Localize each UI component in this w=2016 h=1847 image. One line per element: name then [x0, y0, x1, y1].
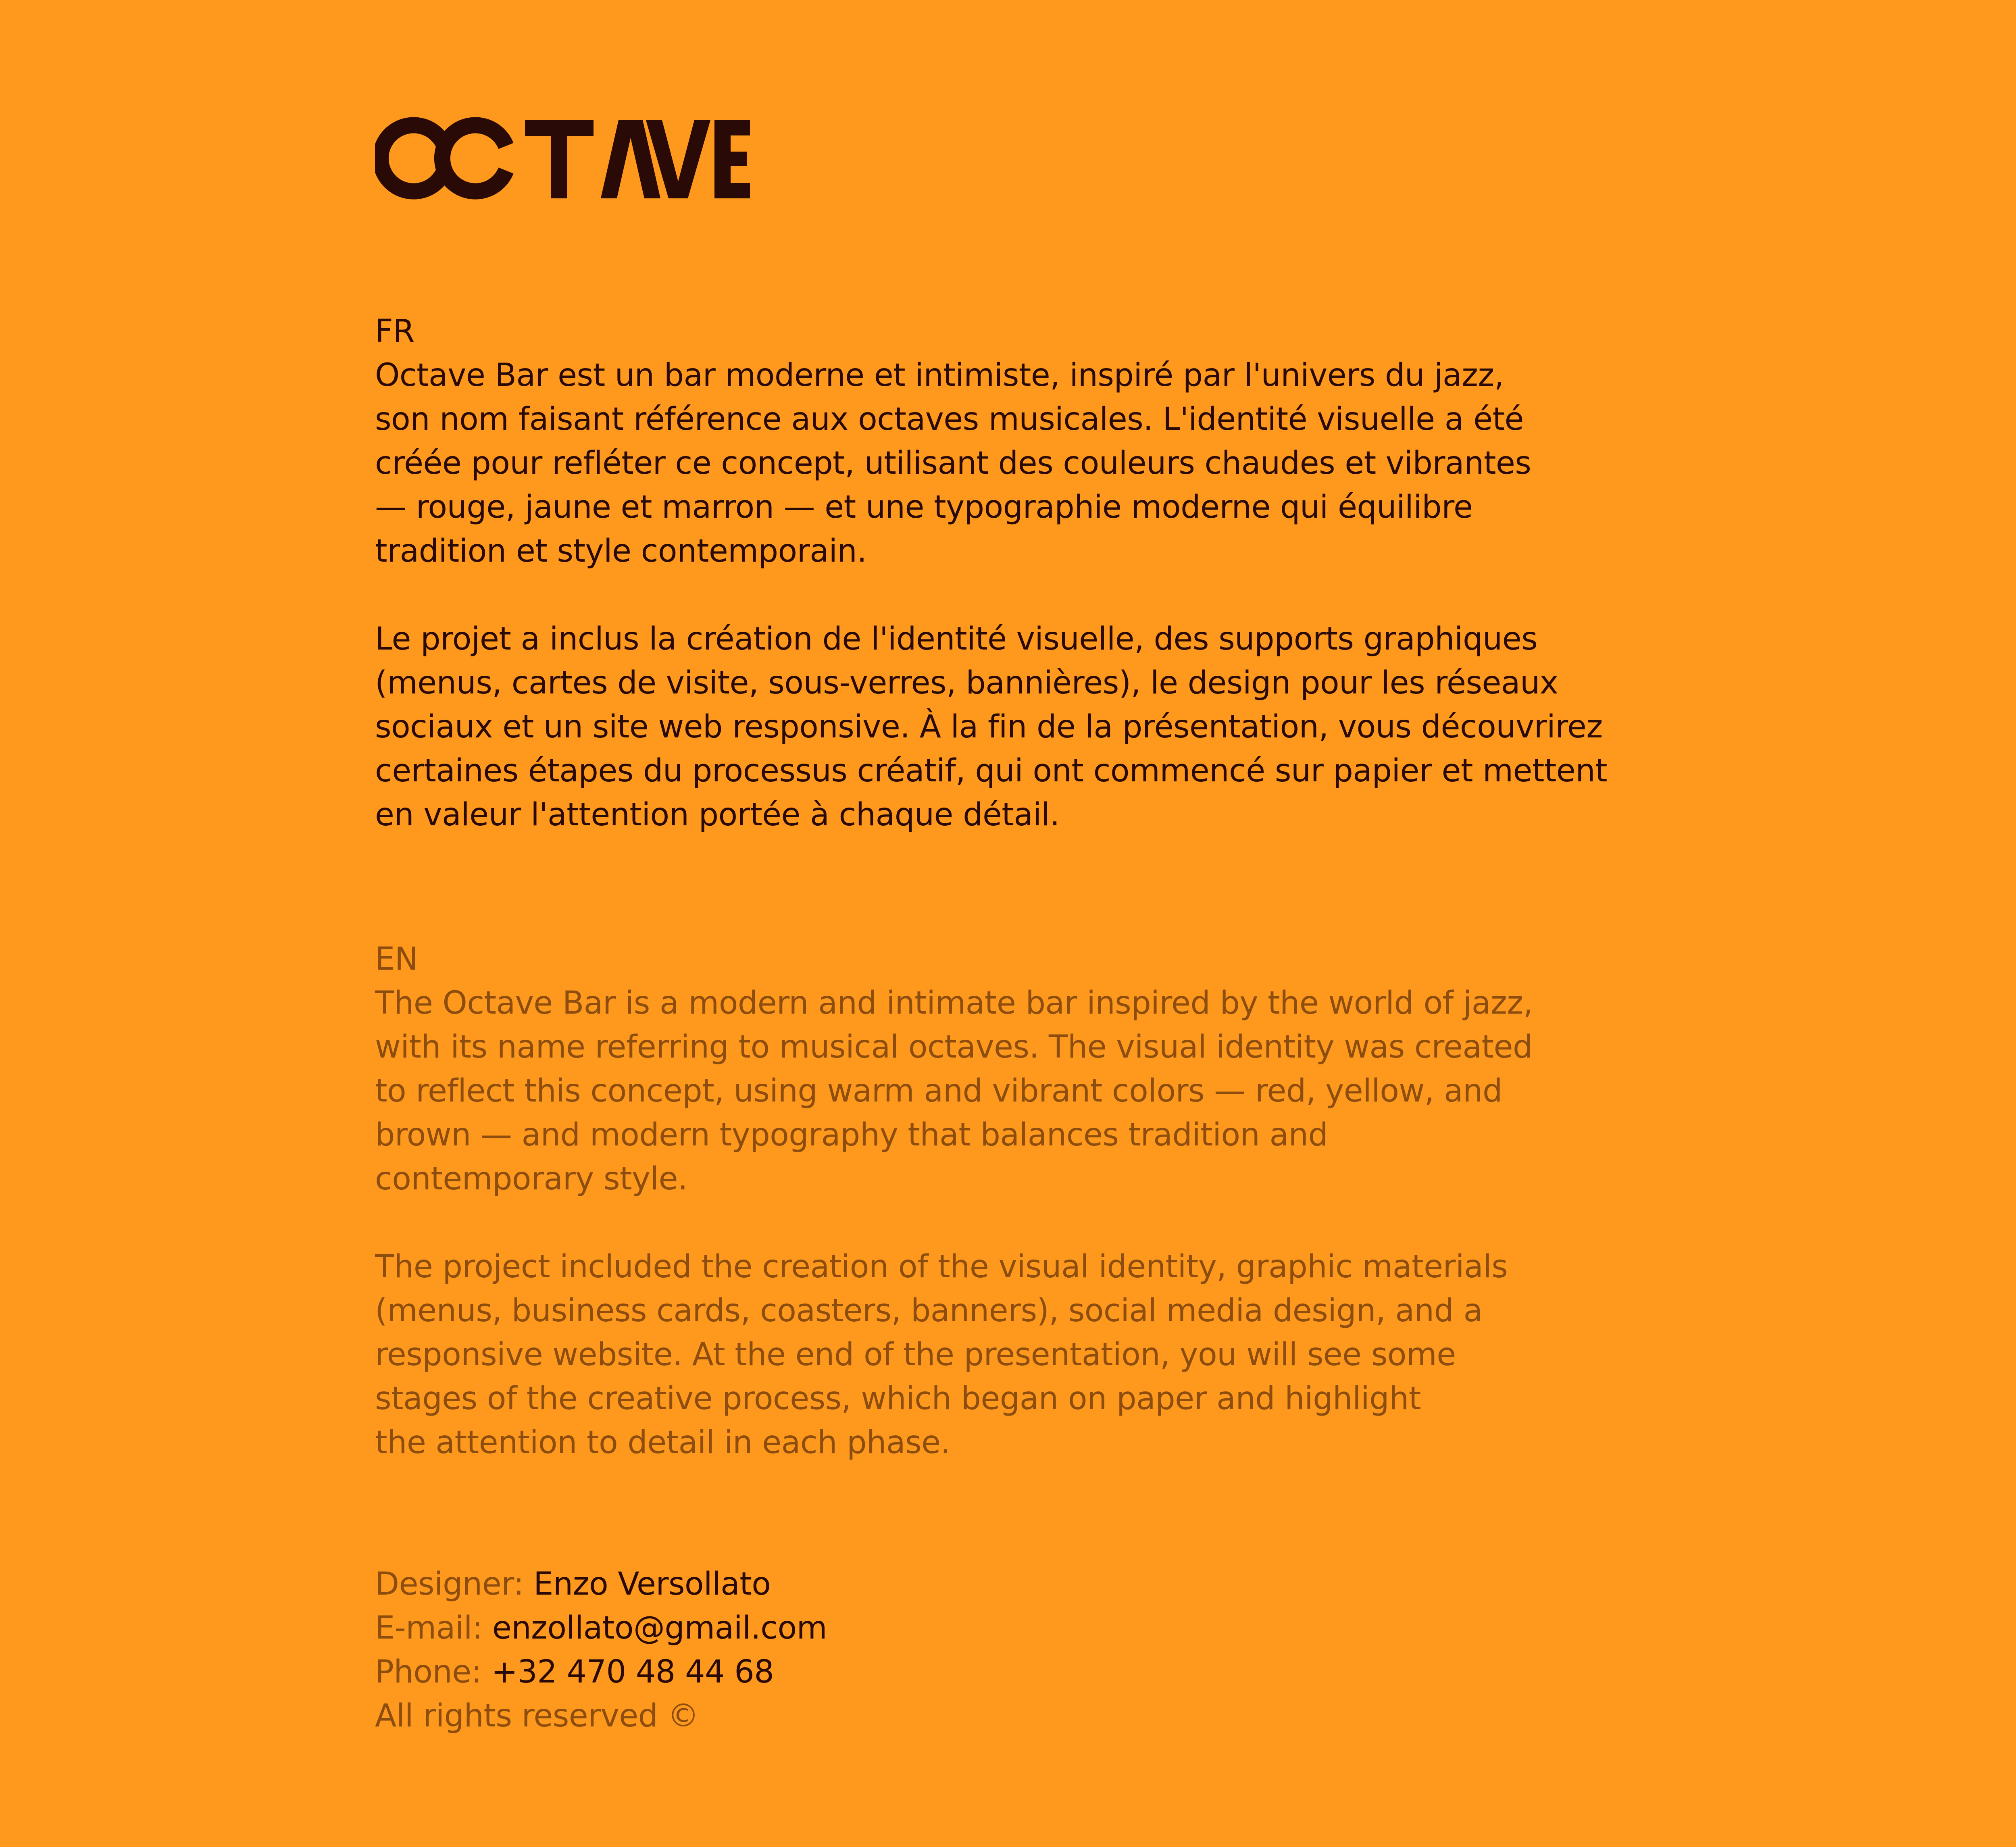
text-line: sociaux et un site web responsive. À la fin de la présentation, vous découvrirez — [375, 709, 1603, 745]
octave-logo-mark — [375, 117, 750, 200]
text-line: brown — and modern typography that balances tradition and — [375, 1117, 1328, 1153]
about-page — [375, 0, 1907, 1847]
fr-paragraph-2 — [375, 617, 1907, 837]
lang-label-en: EN — [375, 941, 418, 977]
credits — [375, 1562, 1907, 1738]
lang-label-fr: FR — [375, 313, 415, 350]
text-line: stages of the creative process, which began on paper and highlight — [375, 1381, 1421, 1417]
credit-phone — [375, 1650, 1907, 1694]
text-line: Le projet a inclus la création de l'identité visuelle, des supports graphiques — [375, 621, 1538, 657]
text-line: with its name referring to musical octaves. The visual identity was created — [375, 1029, 1533, 1065]
description-fr — [375, 310, 1907, 837]
text-line: créée pour refléter ce concept, utilisant des couleurs chaudes et vibrantes — [375, 445, 1531, 481]
credit-email — [375, 1606, 1907, 1650]
text-line: The project included the creation of the visual identity, graphic materials — [375, 1249, 1508, 1285]
en-paragraph-1 — [375, 981, 1907, 1201]
phone-label: Phone: — [375, 1654, 492, 1690]
text-line: The Octave Bar is a modern and intimate bar inspired by the world of jazz, — [375, 985, 1533, 1021]
text-line: responsive website. At the end of the presentation, you will see some — [375, 1337, 1456, 1373]
copyright-notice: All rights reserved © — [375, 1698, 699, 1734]
fr-paragraph-1 — [375, 354, 1907, 573]
phone-number[interactable]: +32 470 48 44 68 — [491, 1654, 774, 1690]
text-line: (menus, business cards, coasters, banners), social media design, and a — [375, 1293, 1483, 1329]
octave-logo — [375, 117, 750, 200]
text-line: contemporary style. — [375, 1161, 688, 1197]
text-line: — rouge, jaune et marron — et une typographie moderne qui équilibre — [375, 489, 1473, 525]
credit-designer — [375, 1562, 1907, 1606]
designer-label: Designer: — [375, 1566, 534, 1602]
description-en — [375, 937, 1907, 1465]
text-line: son nom faisant référence aux octaves musicales. L'identité visuelle a été — [375, 401, 1524, 437]
text-line: tradition et style contemporain. — [375, 533, 867, 569]
text-line: the attention to detail in each phase. — [375, 1424, 950, 1461]
designer-name: Enzo Versollato — [533, 1566, 771, 1602]
text-line: to reflect this concept, using warm and vibrant colors — red, yellow, and — [375, 1073, 1502, 1109]
email-address[interactable]: enzollato@gmail.com — [492, 1610, 827, 1646]
text-line: en valeur l'attention portée à chaque détail. — [375, 797, 1060, 833]
en-paragraph-2 — [375, 1245, 1907, 1465]
text-line: (menus, cartes de visite, sous-verres, bannières), le design pour les réseaux — [375, 665, 1558, 701]
text-line: certaines étapes du processus créatif, qui ont commencé sur papier et mettent — [375, 753, 1608, 789]
email-label: E-mail: — [375, 1610, 492, 1646]
text-line: Octave Bar est un bar moderne et intimiste, inspiré par l'univers du jazz, — [375, 357, 1504, 394]
